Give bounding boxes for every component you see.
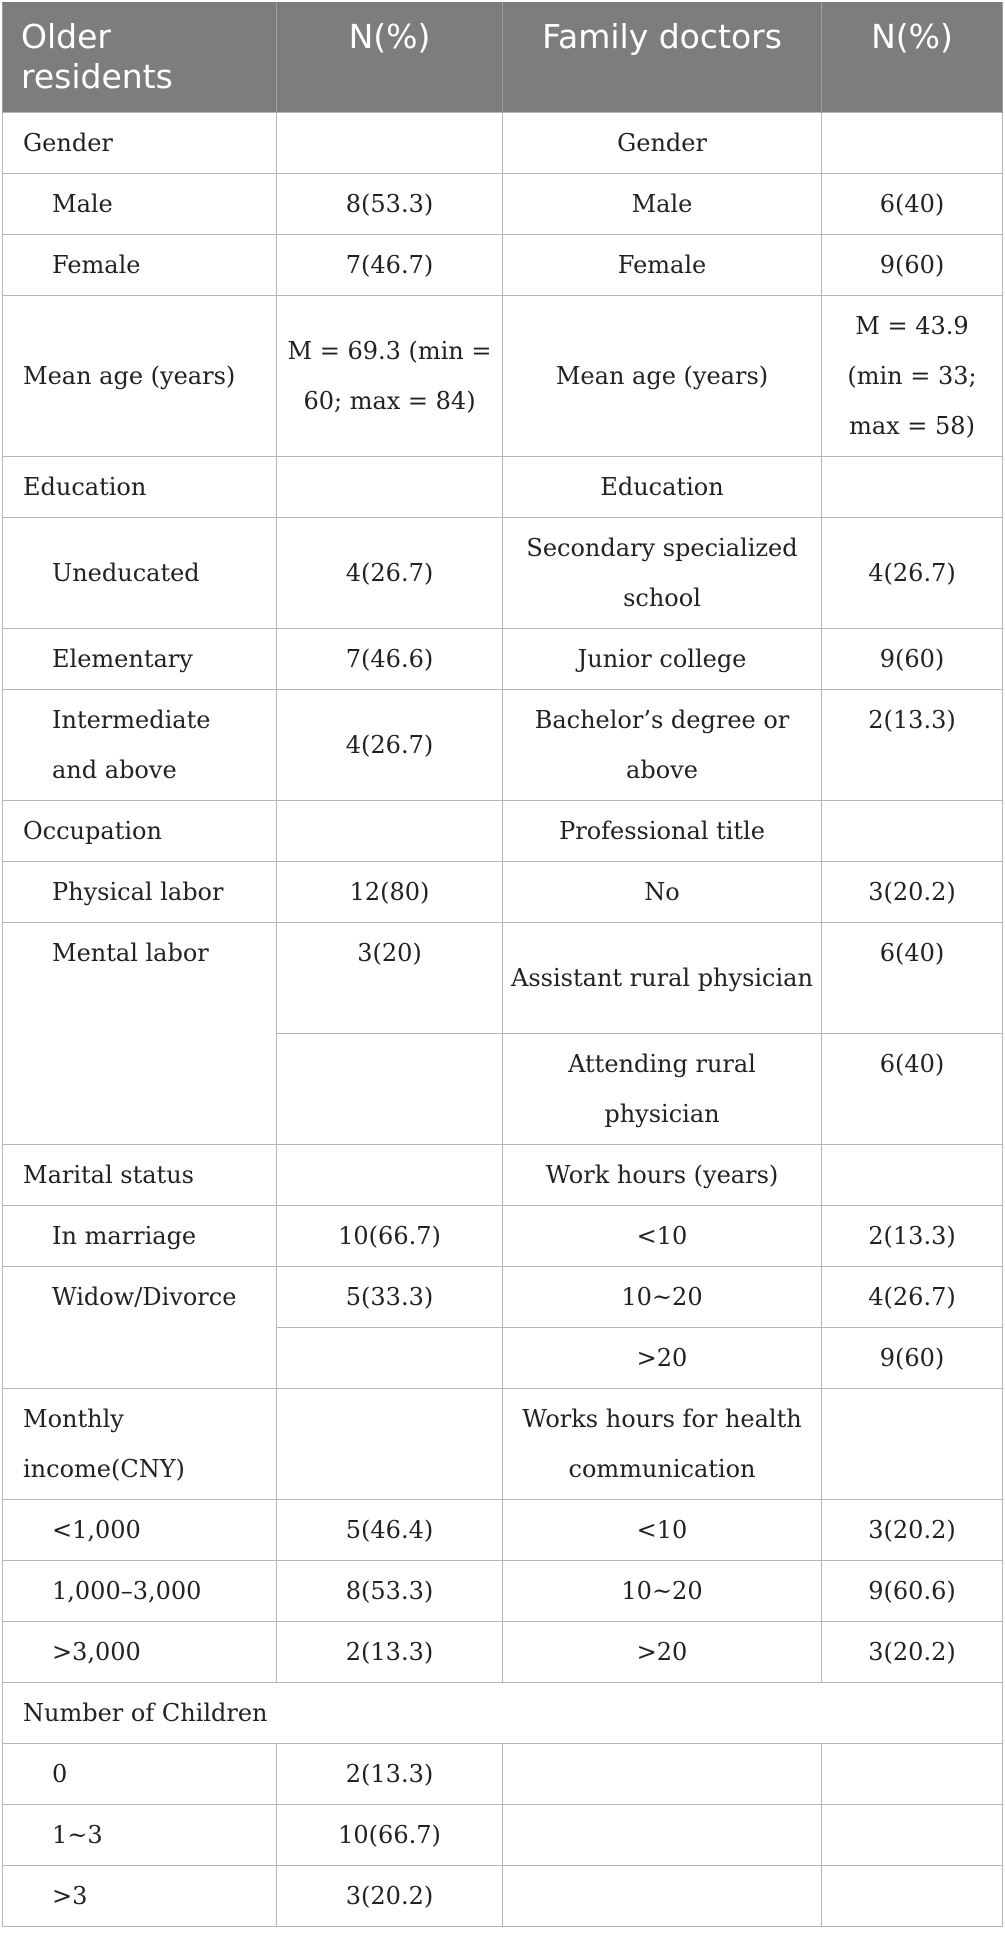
resident-value: 5(46.4) xyxy=(277,1500,503,1561)
doctor-value: 2(13.3) xyxy=(822,1206,1003,1267)
resident-value xyxy=(277,801,503,862)
doctor-subcategory xyxy=(503,1805,822,1866)
table-row xyxy=(3,113,1003,174)
doctor-value: 2(13.3) xyxy=(822,690,1003,801)
resident-value: 4(26.7) xyxy=(277,690,503,801)
table-row xyxy=(3,1683,1003,1744)
doctor-subcategory: Female xyxy=(503,235,822,296)
doctor-subcategory: 10~20 xyxy=(503,1561,822,1622)
resident-subcategory: <1,000 xyxy=(3,1500,277,1561)
resident-value xyxy=(277,1034,503,1145)
doctor-category: Work hours (years) xyxy=(503,1145,822,1206)
table-row xyxy=(3,1866,1003,1927)
resident-value: 10(66.7) xyxy=(277,1805,503,1866)
resident-value xyxy=(277,1389,503,1500)
table-row xyxy=(3,457,1003,518)
table-row xyxy=(3,296,1003,457)
resident-category: Marital status xyxy=(3,1145,277,1206)
doctor-subcategory: Assistant rural physician xyxy=(503,923,822,1034)
doctor-value: 6(40) xyxy=(822,923,1003,1034)
resident-value xyxy=(277,457,503,518)
resident-subcategory: Widow/Divorce xyxy=(3,1267,277,1389)
resident-value xyxy=(277,113,503,174)
table-row xyxy=(3,1389,1003,1500)
doctor-subcategory: Attending rural physician xyxy=(503,1034,822,1145)
doctor-subcategory xyxy=(503,1744,822,1805)
doctor-value: 9(60) xyxy=(822,1328,1003,1389)
table-row xyxy=(3,1500,1003,1561)
table-row xyxy=(3,174,1003,235)
resident-value xyxy=(277,1328,503,1389)
doctor-value xyxy=(822,113,1003,174)
table-row xyxy=(3,1744,1003,1805)
resident-category: Education xyxy=(3,457,277,518)
demographics-table xyxy=(2,2,1003,1927)
table-row xyxy=(3,629,1003,690)
table-row xyxy=(3,235,1003,296)
doctor-value xyxy=(822,1145,1003,1206)
resident-category: Occupation xyxy=(3,801,277,862)
resident-subcategory: Mental labor xyxy=(3,923,277,1145)
doctor-subcategory: <10 xyxy=(503,1206,822,1267)
table-row xyxy=(3,1206,1003,1267)
resident-subcategory: Female xyxy=(3,235,277,296)
header-older-residents: Older residents xyxy=(3,3,277,113)
doctor-value: 3(20.2) xyxy=(822,862,1003,923)
doctor-value xyxy=(822,801,1003,862)
doctor-subcategory: >20 xyxy=(503,1622,822,1683)
doctor-value: 9(60) xyxy=(822,235,1003,296)
header-row xyxy=(3,3,1003,113)
resident-value: 5(33.3) xyxy=(277,1267,503,1328)
table-row xyxy=(3,923,1003,1034)
header-n-percent-residents: N(%) xyxy=(277,3,503,113)
doctor-value xyxy=(822,1805,1003,1866)
resident-subcategory: 1,000–3,000 xyxy=(3,1561,277,1622)
table-row xyxy=(3,518,1003,629)
table-row xyxy=(3,1267,1003,1328)
header-family-doctors: Family doctors xyxy=(503,3,822,113)
resident-subcategory: Male xyxy=(3,174,277,235)
resident-value: 7(46.6) xyxy=(277,629,503,690)
resident-category: Gender xyxy=(3,113,277,174)
resident-value: 4(26.7) xyxy=(277,518,503,629)
resident-category: Monthly income(CNY) xyxy=(3,1389,277,1500)
resident-subcategory: 0 xyxy=(3,1744,277,1805)
doctor-value: 4(26.7) xyxy=(822,1267,1003,1328)
resident-value: 2(13.3) xyxy=(277,1744,503,1805)
resident-value: M = 69.3 (min = 60; max = 84) xyxy=(277,296,503,457)
resident-value: 8(53.3) xyxy=(277,1561,503,1622)
resident-subcategory: >3 xyxy=(3,1866,277,1927)
doctor-category: Education xyxy=(503,457,822,518)
table-row xyxy=(3,690,1003,801)
resident-value: 8(53.3) xyxy=(277,174,503,235)
doctor-subcategory: Bachelor’s degree or above xyxy=(503,690,822,801)
doctor-category: Mean age (years) xyxy=(503,296,822,457)
table-row xyxy=(3,862,1003,923)
doctor-subcategory: No xyxy=(503,862,822,923)
table-row xyxy=(3,801,1003,862)
doctor-subcategory: Male xyxy=(503,174,822,235)
doctor-category: Works hours for health communication xyxy=(503,1389,822,1500)
doctor-value: 3(20.2) xyxy=(822,1622,1003,1683)
resident-subcategory: Physical labor xyxy=(3,862,277,923)
resident-subcategory: >3,000 xyxy=(3,1622,277,1683)
resident-subcategory: 1~3 xyxy=(3,1805,277,1866)
resident-value: 12(80) xyxy=(277,862,503,923)
resident-value: 2(13.3) xyxy=(277,1622,503,1683)
table-row xyxy=(3,1805,1003,1866)
doctor-value xyxy=(822,457,1003,518)
doctor-value: 6(40) xyxy=(822,1034,1003,1145)
doctor-value xyxy=(822,1866,1003,1927)
table-row xyxy=(3,1561,1003,1622)
resident-subcategory: In marriage xyxy=(3,1206,277,1267)
doctor-value xyxy=(822,1389,1003,1500)
resident-value: 7(46.7) xyxy=(277,235,503,296)
doctor-subcategory: Junior college xyxy=(503,629,822,690)
doctor-subcategory: 10~20 xyxy=(503,1267,822,1328)
resident-category: Mean age (years) xyxy=(3,296,277,457)
doctor-value: 4(26.7) xyxy=(822,518,1003,629)
resident-value xyxy=(277,1145,503,1206)
table-row xyxy=(3,1145,1003,1206)
resident-subcategory: Uneducated xyxy=(3,518,277,629)
doctor-category: Gender xyxy=(503,113,822,174)
doctor-value xyxy=(822,1744,1003,1805)
doctor-value: M = 43.9 (min = 33; max = 58) xyxy=(822,296,1003,457)
doctor-value: 3(20.2) xyxy=(822,1500,1003,1561)
doctor-subcategory: <10 xyxy=(503,1500,822,1561)
resident-subcategory: Elementary xyxy=(3,629,277,690)
resident-value: 3(20.2) xyxy=(277,1866,503,1927)
resident-subcategory: Intermediate and above xyxy=(3,690,277,801)
doctor-value: 9(60.6) xyxy=(822,1561,1003,1622)
header-n-percent-doctors: N(%) xyxy=(822,3,1003,113)
resident-value: 10(66.7) xyxy=(277,1206,503,1267)
doctor-value: 6(40) xyxy=(822,174,1003,235)
resident-value: 3(20) xyxy=(277,923,503,1034)
doctor-value: 9(60) xyxy=(822,629,1003,690)
resident-category: Number of Children xyxy=(3,1683,1003,1744)
table-row xyxy=(3,1622,1003,1683)
doctor-subcategory: Secondary specialized school xyxy=(503,518,822,629)
doctor-subcategory: >20 xyxy=(503,1328,822,1389)
doctor-category: Professional title xyxy=(503,801,822,862)
doctor-subcategory xyxy=(503,1866,822,1927)
